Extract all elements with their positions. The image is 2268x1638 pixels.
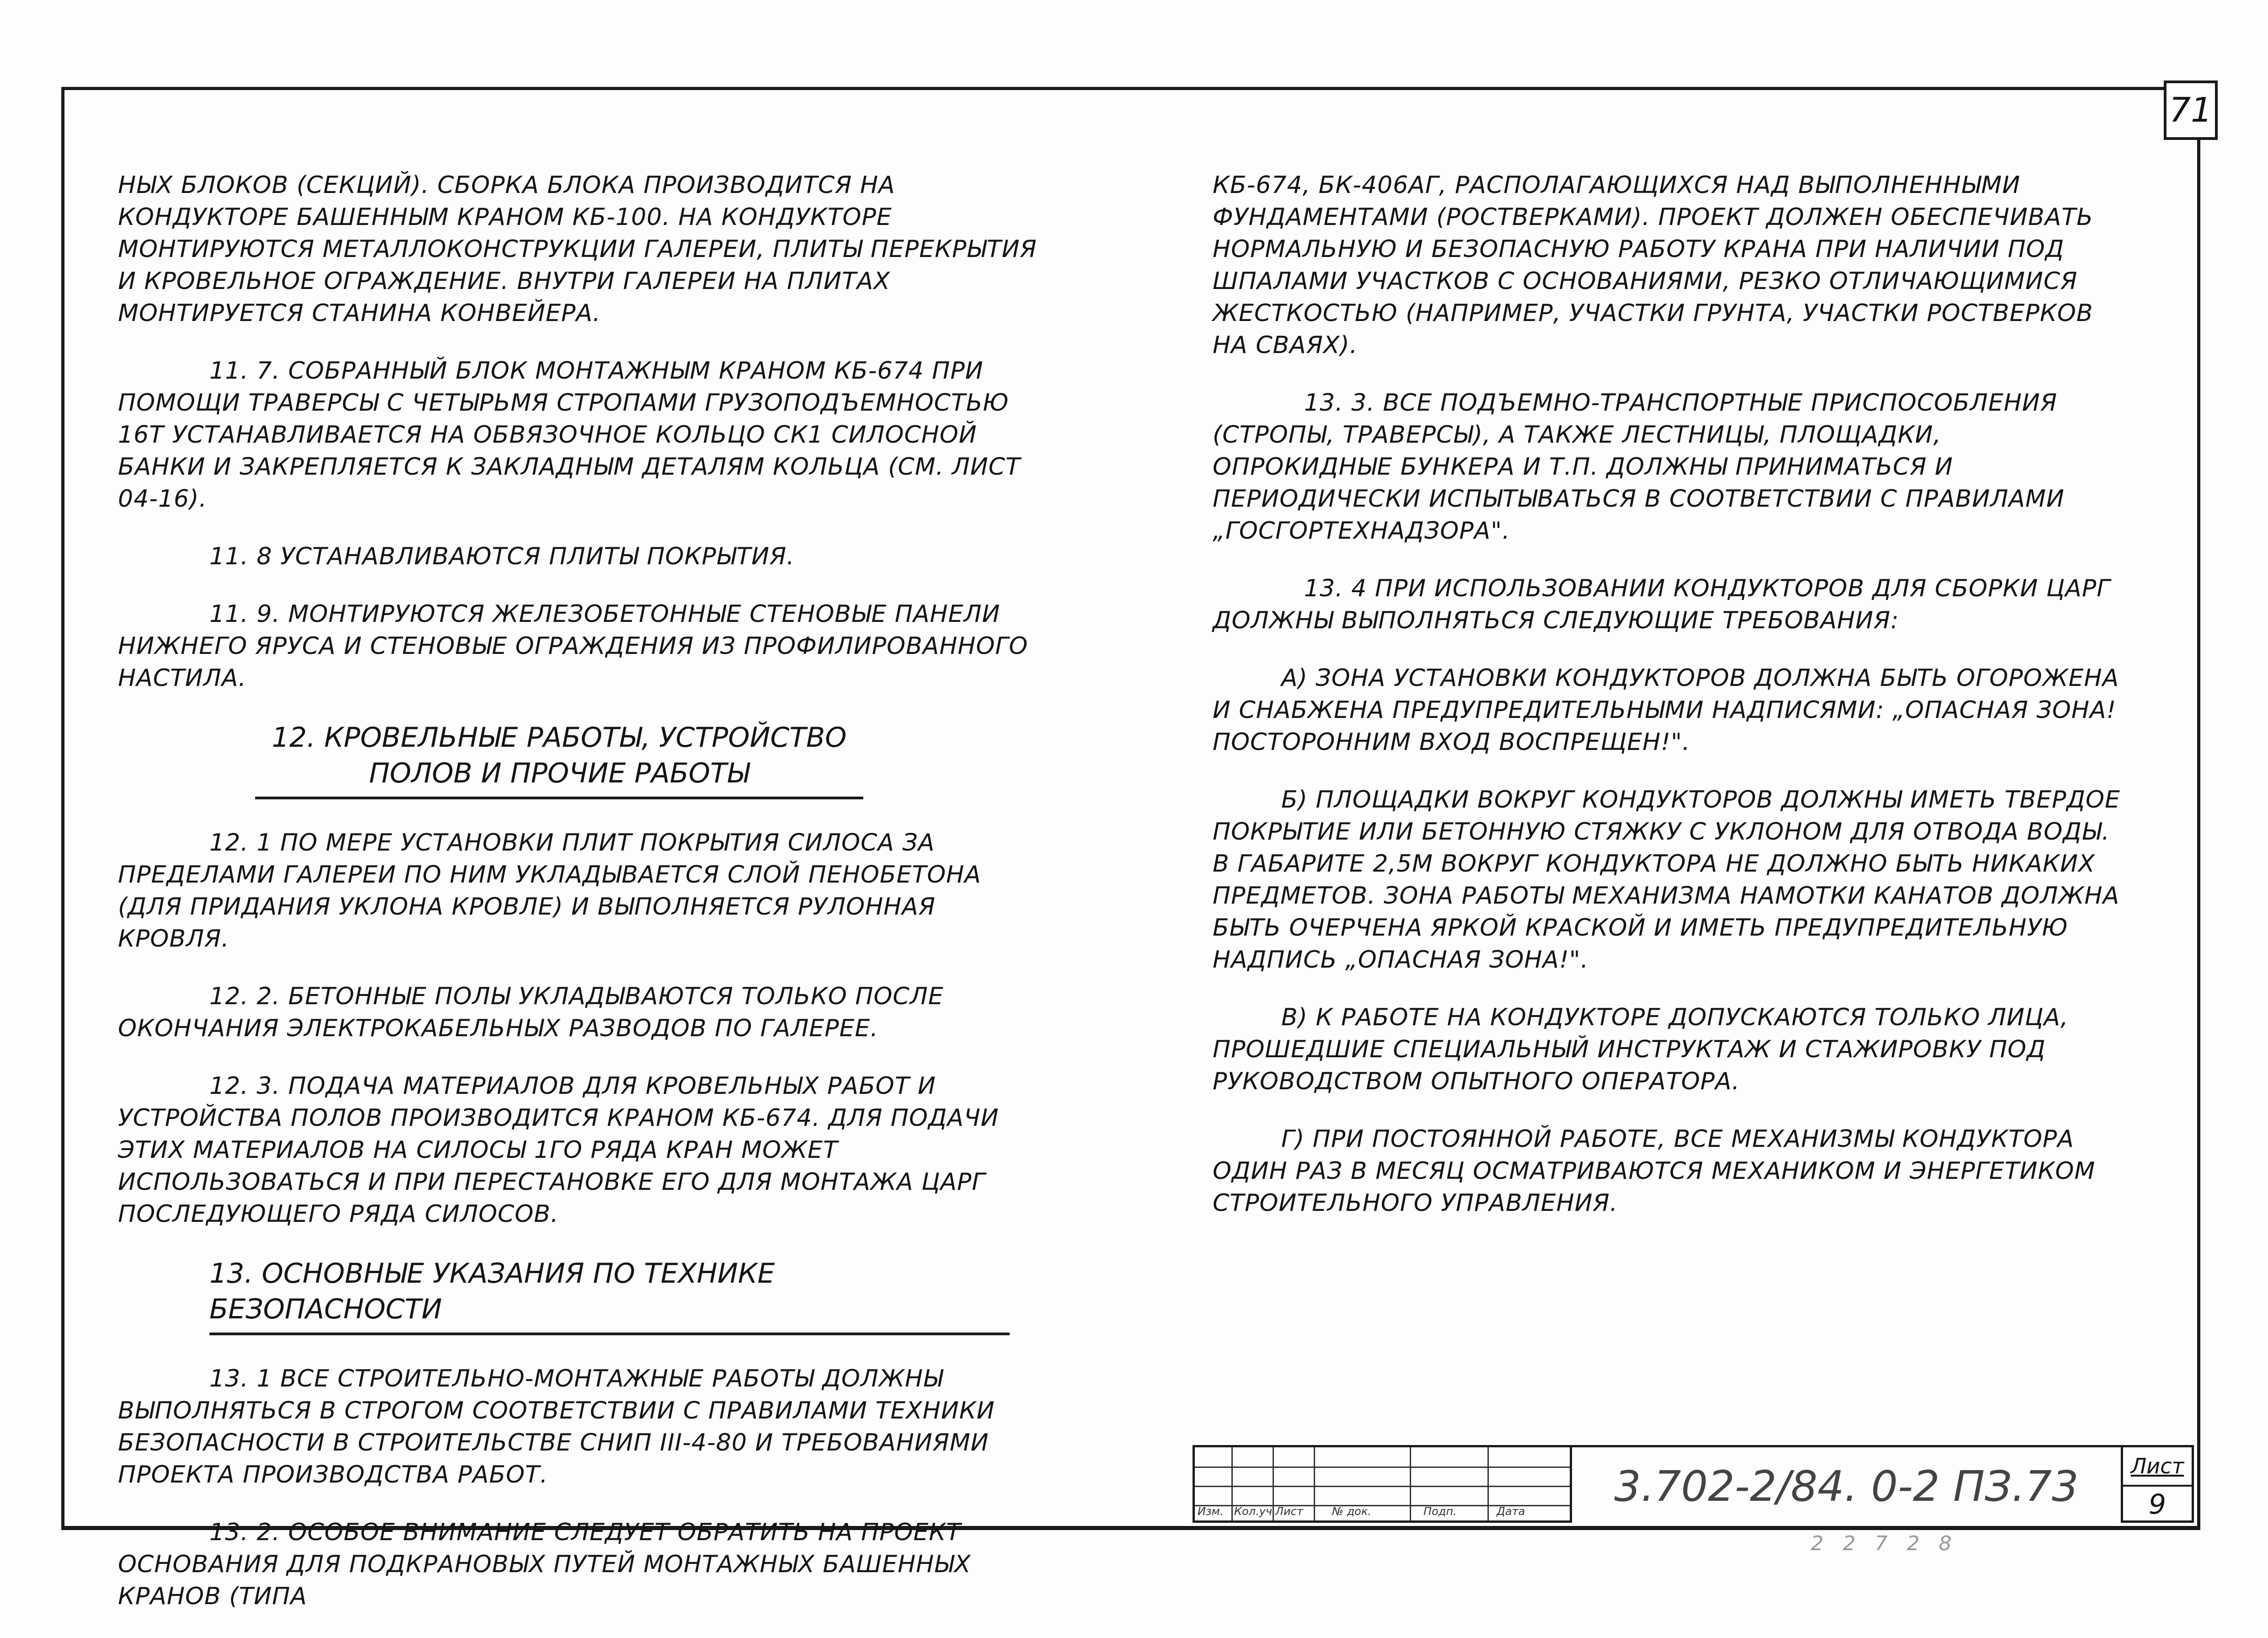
left-column xyxy=(118,169,1046,1638)
paragraph-13-2: 13. 2. ОСОБОЕ ВНИМАНИЕ СЛЕДУЕТ ОБРАТИТЬ НА ПРОЕКТ ОСНОВАНИЯ ДЛЯ ПОДКРАНОВЫХ ПУТЕЙ МОНТАЖНЫХ БАШЕННЫХ КРАНОВ (ТИПА xyxy=(118,1519,971,1610)
title-block xyxy=(1193,1445,2198,1523)
paragraph-intro: НЫХ БЛОКОВ (СЕКЦИЙ). СБОРКА БЛОКА ПРОИЗВОДИТСЯ НА КОНДУКТОРЕ БАШЕННЫМ КРАНОМ КБ-100. НА КОНДУКТОРЕ МОНТИРУЮТСЯ МЕТАЛЛОКОНСТРУКЦИИ ГАЛЕРЕИ, ПЛИТЫ ПЕРЕКРЫТИЯ И КРОВЕЛЬНОЕ ОГРАЖДЕНИЕ. ВНУТРИ ГАЛЕРЕИ НА ПЛИТАХ МОНТИРУЕТСЯ СТАНИНА КОНВЕЙЕРА. xyxy=(118,171,1037,327)
paragraph-12-2: 12. 2. БЕТОННЫЕ ПОЛЫ УКЛАДЫВАЮТСЯ ТОЛЬКО ПОСЛЕ ОКОНЧАНИЯ ЭЛЕКТРОКАБЕЛЬНЫХ РАЗВОДОВ ПО ГАЛЕРЕЕ. xyxy=(118,983,944,1042)
document-code: 3.702-2/84. 0-2 ПЗ.73 xyxy=(1572,1445,2121,1525)
grid-label-doc: № док. xyxy=(1332,1505,1371,1518)
grid-label-izm: Изм. xyxy=(1198,1505,1224,1518)
right-column xyxy=(1213,169,2127,1245)
paragraph-11-8: 11. 8 УСТАНАВЛИВАЮТСЯ ПЛИТЫ ПОКРЫТИЯ. xyxy=(209,543,795,570)
paragraph-13-4-b: Б) ПЛОЩАДКИ ВОКРУГ КОНДУКТОРОВ ДОЛЖНЫ ИМЕТЬ ТВЕРДОЕ ПОКРЫТИЕ ИЛИ БЕТОННУЮ СТЯЖКУ С УКЛОНОМ ДЛЯ ОТВОДА ВОДЫ. В ГАБАРИТЕ 2,5М ВОКРУГ КОНДУКТОРА НЕ ДОЛЖНО БЫТЬ НИКАКИХ ПРЕДМЕТОВ. ЗОНА РАБОТЫ МЕХАНИЗМА НАМОТКИ КАНАТОВ ДОЛЖНА БЫТЬ ОЧЕРЧЕНА ЯРКОЙ КРАСКОЙ И ИМЕТЬ ПРЕДУПРЕДИТЕЛЬНУЮ НАДПИСЬ „ОПАСНАЯ ЗОНА!". xyxy=(1213,786,2120,974)
paragraph-12-1: 12. 1 ПО МЕРЕ УСТАНОВКИ ПЛИТ ПОКРЫТИЯ СИЛОСА ЗА ПРЕДЕЛАМИ ГАЛЕРЕИ ПО НИМ УКЛАДЫВАЕТСЯ СЛОЙ ПЕНОБЕТОНА (ДЛЯ ПРИДАНИЯ УКЛОНА КРОВЛЕ) И ВЫПОЛНЯЕТСЯ РУЛОННАЯ КРОВЛЯ. xyxy=(118,829,981,953)
paragraph-13-4: 13. 4 ПРИ ИСПОЛЬЗОВАНИИ КОНДУКТОРОВ ДЛЯ СБОРКИ ЦАРГ ДОЛЖНЫ ВЫПОЛНЯТЬСЯ СЛЕДУЮЩИЕ ТРЕБОВАНИЯ: xyxy=(1213,575,2111,634)
paragraph-12-3: 12. 3. ПОДАЧА МАТЕРИАЛОВ ДЛЯ КРОВЕЛЬНЫХ РАБОТ И УСТРОЙСТВА ПОЛОВ ПРОИЗВОДИТСЯ КРАНОМ КБ-674. ДЛЯ ПОДАЧИ ЭТИХ МАТЕРИАЛОВ НА СИЛОСЫ 1ГО РЯДА КРАН МОЖЕТ ИСПОЛЬЗОВАТЬСЯ И ПРИ ПЕРЕСТАНОВКЕ ЕГО ДЛЯ МОНТАЖА ЦАРГ ПОСЛЕДУЮЩЕГО РЯДА СИЛОСОВ. xyxy=(118,1072,999,1228)
paragraph-13-4-v: В) К РАБОТЕ НА КОНДУКТОРЕ ДОПУСКАЮТСЯ ТОЛЬКО ЛИЦА, ПРОШЕДШИЕ СПЕЦИАЛЬНЫЙ ИНСТРУКТАЖ И СТАЖИРОВКУ ПОД РУКОВОДСТВОМ ОПЫТНОГО ОПЕРАТОРА. xyxy=(1213,1004,2069,1095)
section-heading-12: 12. КРОВЕЛЬНЫЕ РАБОТЫ, УСТРОЙСТВО ПОЛОВ И ПРОЧИЕ РАБОТЫ xyxy=(255,720,863,799)
sheet-label: Лист xyxy=(2123,1447,2192,1487)
sheet-box xyxy=(2121,1445,2194,1523)
paragraph-13-2-continued: КБ-674, БК-406АГ, РАСПОЛАГАЮЩИХСЯ НАД ВЫПОЛНЕННЫМИ ФУНДАМЕНТАМИ (РОСТВЕРКАМИ). ПРОЕКТ ДОЛЖЕН ОБЕСПЕЧИВАТЬ НОРМАЛЬНУЮ И БЕЗОПАСНУЮ РАБОТУ КРАНА ПРИ НАЛИЧИИ ПОД ШПАЛАМИ УЧАСТКОВ С ОСНОВАНИЯМИ, РЕЗКО ОТЛИЧАЮЩИМИСЯ ЖЕСТКОСТЬЮ (НАПРИМЕР, УЧАСТКИ ГРУНТА, УЧАСТКИ РОСТВЕРКОВ НА СВАЯХ). xyxy=(1213,171,2093,359)
grid-label-kol: Кол.уч xyxy=(1234,1505,1273,1518)
grid-label-date: Дата xyxy=(1497,1505,1525,1518)
paragraph-13-3: 13. 3. ВСЕ ПОДЪЕМНО-ТРАНСПОРТНЫЕ ПРИСПОСОБЛЕНИЯ (СТРОПЫ, ТРАВЕРСЫ), А ТАКЖЕ ЛЕСТНИЦЫ, ПЛОЩАДКИ, ОПРОКИДНЫЕ БУНКЕРА И Т.П. ДОЛЖНЫ ПРИНИМАТЬСЯ И ПЕРИОДИЧЕСКИ ИСПЫТЫВАТЬСЯ В СООТВЕТСТВИИ С ПРАВИЛАМИ „ГОСГОРТЕХНАДЗОРА". xyxy=(1213,389,2065,545)
sheet-number: 9 xyxy=(2148,1488,2166,1520)
grid-label-sign: Подп. xyxy=(1423,1505,1457,1518)
paragraph-13-4-a: А) ЗОНА УСТАНОВКИ КОНДУКТОРОВ ДОЛЖНА БЫТЬ ОГОРОЖЕНА И СНАБЖЕНА ПРЕДУПРЕДИТЕЛЬНЫМИ НАДПИСЯМИ: „ОПАСНАЯ ЗОНА! ПОСТОРОННИМ ВХОД ВОСПРЕЩЕН!". xyxy=(1213,664,2119,756)
paragraph-13-4-g: Г) ПРИ ПОСТОЯННОЙ РАБОТЕ, ВСЕ МЕХАНИЗМЫ КОНДУКТОРА ОДИН РАЗ В МЕСЯЦ ОСМАТРИВАЮТСЯ МЕХАНИКОМ И ЭНЕРГЕТИКОМ СТРОИТЕЛЬНОГО УПРАВЛЕНИЯ. xyxy=(1213,1125,2096,1217)
faint-under-stamp-text: 2 2 7 2 8 xyxy=(1811,1532,1958,1555)
title-block-grid xyxy=(1193,1445,1572,1523)
paragraph-11-7: 11. 7. СОБРАННЫЙ БЛОК МОНТАЖНЫМ КРАНОМ КБ-674 ПРИ ПОМОЩИ ТРАВЕРСЫ С ЧЕТЫРЬМЯ СТРОПАМИ ГРУЗОПОДЪЕМНОСТЬЮ 16Т УСТАНАВЛИВАЕТСЯ НА ОБВЯЗОЧНОЕ КОЛЬЦО СК1 СИЛОСНОЙ БАНКИ И ЗАКРЕПЛЯЕТСЯ К ЗАКЛАДНЫМ ДЕТАЛЯМ КОЛЬЦА (СМ. ЛИСТ 04-16). xyxy=(118,357,1021,513)
section-heading-13: 13. ОСНОВНЫЕ УКАЗАНИЯ ПО ТЕХНИКЕ БЕЗОПАСНОСТИ xyxy=(209,1256,1010,1335)
grid-label-list: Лист xyxy=(1275,1505,1303,1518)
paragraph-11-9: 11. 9. МОНТИРУЮТСЯ ЖЕЛЕЗОБЕТОННЫЕ СТЕНОВЫЕ ПАНЕЛИ НИЖНЕГО ЯРУСА И СТЕНОВЫЕ ОГРАЖДЕНИЯ ИЗ ПРОФИЛИРОВАННОГО НАСТИЛА. xyxy=(118,600,1028,692)
paragraph-13-1: 13. 1 ВСЕ СТРОИТЕЛЬНО-МОНТАЖНЫЕ РАБОТЫ ДОЛЖНЫ ВЫПОЛНЯТЬСЯ В СТРОГОМ СООТВЕТСТВИИ С ПРАВИЛАМИ ТЕХНИКИ БЕЗОПАСНОСТИ В СТРОИТЕЛЬСТВЕ СНИП III-4-80 И ТРЕБОВАНИЯМИ ПРОЕКТА ПРОИЗВОДСТВА РАБОТ. xyxy=(118,1365,995,1488)
corner-sheet-number: 71 xyxy=(2164,80,2218,140)
